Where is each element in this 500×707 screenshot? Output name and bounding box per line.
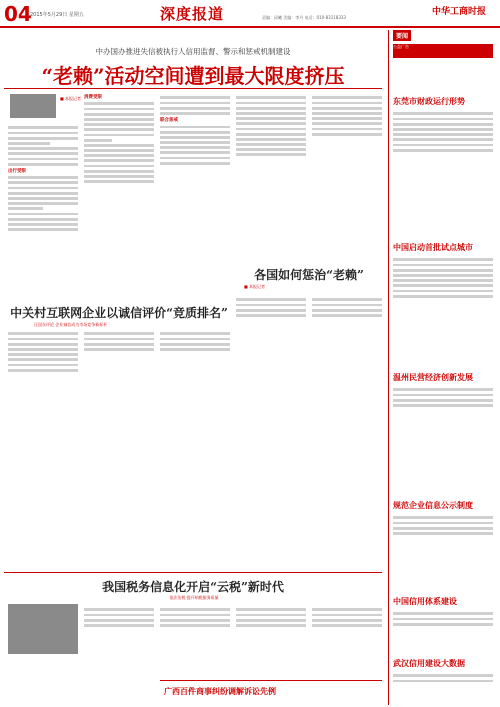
rail-text-1 (393, 110, 493, 210)
story2-subtitle: 汪国东评论 企业诚信成为市场竞争新标杆 (34, 322, 108, 327)
rail-text-2 (393, 256, 493, 356)
rail-text-4 (393, 514, 493, 594)
story3-headline: 各国如何惩治“老赖” (254, 268, 364, 282)
rail-text-5 (393, 610, 493, 650)
rail-item-2: 中国启动首批试点城市 (393, 242, 473, 252)
rail-text-3 (393, 386, 493, 486)
lead-subhead-3: 联合惩戒 (160, 118, 178, 124)
divider (160, 680, 382, 681)
story3-col-2 (312, 296, 382, 576)
story2-col-3 (160, 330, 230, 560)
rail-item-3: 温州民营经济创新发展 (393, 372, 473, 382)
rail-item-6: 武汉信用建设大数据 (393, 658, 465, 668)
rail-text-6 (393, 672, 493, 702)
page-number: 04 (4, 2, 32, 26)
section-title: 深度报道 (160, 5, 225, 23)
lead-col-5 (312, 94, 382, 264)
editor-meta: 责编：邱曦 美编：李丹 电话：010-83118333 (262, 15, 346, 20)
lead-col-2 (84, 94, 154, 294)
story3-byline: ■ 本报记者 (244, 284, 266, 289)
issue-date: 2015年5月29日 星期五 (30, 12, 84, 18)
lead-headline: “老赖”活动空间遭到最大限度挤压 (41, 64, 345, 88)
lead-col-4 (236, 94, 306, 294)
story4-col-1 (84, 606, 154, 701)
lead-col-3 (160, 94, 230, 294)
lead-subhead-1: 出行受限 (8, 168, 26, 174)
story2-col-1 (8, 330, 78, 560)
right-rail (388, 30, 497, 705)
divider (4, 572, 382, 573)
lead-col-1 (8, 124, 78, 294)
story4-photo (8, 604, 78, 654)
story4-subtitle: 依法治税 提升纳税服务质量 (169, 595, 219, 600)
story2-headline: 中关村互联网企业以诚信评价“竞质排名” (10, 306, 228, 320)
lead-subhead-2: 消费受限 (84, 95, 102, 100)
rail-item-5: 中国信用体系建设 (393, 596, 457, 606)
rail-ad-banner: 公益广告 (393, 44, 493, 58)
story5-headline: 广西百件商事纠纷调解诉讼先例 (164, 686, 276, 696)
story4-headline: 我国税务信息化开启“云税”新时代 (102, 580, 284, 594)
rail-item-4: 规范企业信息公示制度 (393, 500, 473, 510)
rail-item-1: 东莞市财政运行形势 (393, 96, 465, 106)
lead-kicker: 中办国办推进失信被执行人信用监督、警示和惩戒机制建设 (95, 47, 291, 56)
lead-byline: ■ 本报记者 (60, 96, 82, 101)
divider (4, 88, 382, 89)
lead-photo (10, 94, 56, 118)
story2-col-2 (84, 330, 154, 560)
main-content (4, 30, 382, 705)
newspaper-logo: 中华工商时报 (432, 7, 487, 17)
story3-col-1 (236, 296, 306, 576)
rail-header: 要闻 (393, 30, 411, 41)
